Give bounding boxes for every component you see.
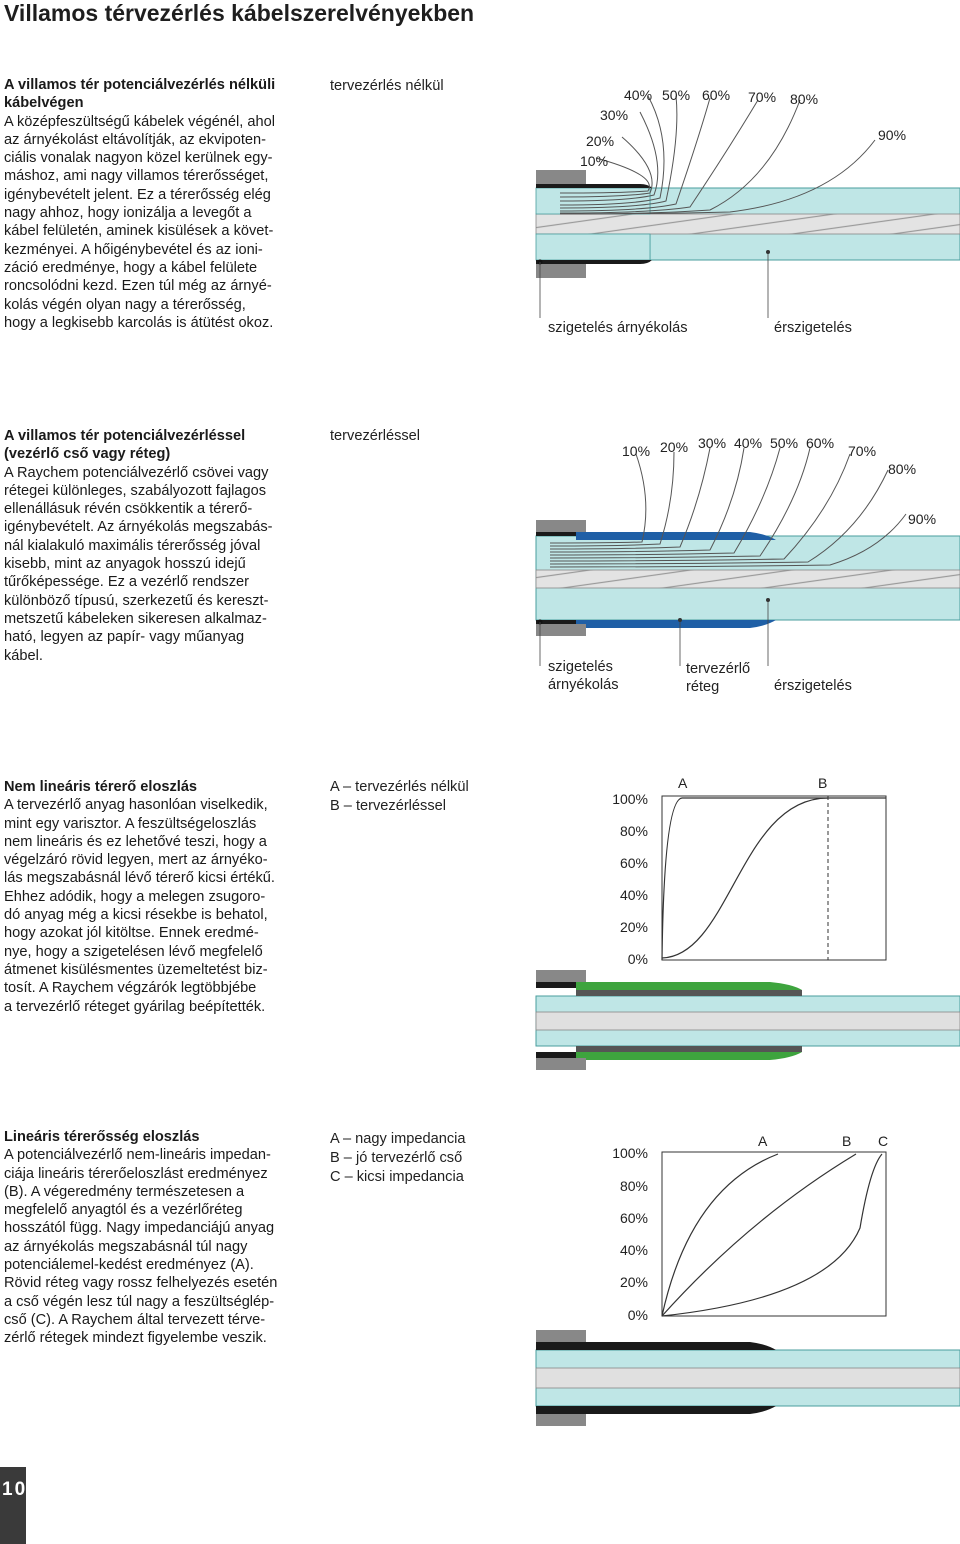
figure-1-diagram	[530, 80, 960, 350]
conductor	[536, 570, 960, 588]
y-tick-label: 40%	[619, 1242, 648, 1258]
section-2-body-line: ható, legyen az papír- vagy műanyag	[4, 629, 245, 646]
percent-label: 70%	[748, 89, 777, 105]
curve-a	[662, 798, 886, 960]
section-1-body-line: A középfeszültségű kábelek végénél, ahol	[4, 113, 275, 130]
series-label: B	[818, 775, 828, 791]
legend-item: B – jó tervezérlő cső	[330, 1150, 463, 1166]
y-tick-label: 80%	[619, 1178, 648, 1194]
section-3-body-line: hogy azokat jól kitöltse. Ennek eredmé-	[4, 925, 259, 942]
section-2-body-line: ellenállásuk révén csökkentik a térerő-	[4, 501, 253, 518]
figure-3-chart	[530, 770, 960, 1080]
y-tick-label: 100%	[612, 1145, 648, 1161]
y-tick-label: 0%	[627, 1307, 648, 1323]
section-3-body-line: nye, hogy a szigetelésen lévő megfelelő	[4, 943, 263, 960]
legend-item: B – tervezérléssel	[330, 798, 446, 814]
percent-label: 10%	[622, 443, 651, 459]
legend-item: C – kicsi impedancia	[330, 1169, 464, 1185]
y-tick-label: 80%	[619, 823, 648, 839]
series-label: B	[842, 1133, 852, 1149]
green-layer-bottom	[576, 1052, 802, 1060]
section-4-body-line: ciája lineáris térerőeloszlást eredményez	[4, 1165, 268, 1182]
section-1-body-line: máshoz, ami nagy villamos térerősséget,	[4, 168, 269, 185]
section-1-body-line: roncsolódni kezd. Ezen túl még az árnyé-	[4, 278, 272, 295]
section-3-legend	[330, 778, 469, 816]
percent-label: 80%	[790, 91, 819, 107]
y-tick-label: 100%	[612, 791, 648, 807]
y-tick-label: 40%	[619, 887, 648, 903]
section-4-body-line: a cső végén lesz túl nagy a feszültséglép-	[4, 1293, 275, 1310]
section-3-body-line: mint egy varisztor. A feszültségeloszlás	[4, 815, 257, 832]
shield-top	[576, 1342, 776, 1350]
section-2-body-line: különböző típusú, szerkezetű és kereszt-	[4, 592, 269, 609]
y-tick-label: 60%	[619, 1210, 648, 1226]
section-4-body-line: A potenciálvezérlő nem-lineáris impedan-	[4, 1147, 271, 1164]
section-4-body-line: hosszától függ. Nagy impedanciájú anyag	[4, 1220, 275, 1237]
page-number: 10	[2, 1479, 28, 1500]
section-2-body-line: kisebb, mint az anyagok hosszú idejű	[4, 556, 246, 573]
section-1-body-line: nagy ahhoz, hogy ionizálja a levegőt a	[4, 205, 252, 222]
label-insulation: érszigetelés	[774, 320, 852, 336]
section-3-body-line: nem lineáris és ez lehetővé teszi, hogy a	[4, 833, 267, 850]
section-4-body-line: cső (C). A Raychem által tervezett térve-	[4, 1311, 266, 1328]
label-line: árnyékolás	[548, 677, 619, 693]
section-1-body-line: az árnyékolást eltávolítják, az ekvipoten-	[4, 131, 267, 148]
percent-label: 80%	[888, 461, 917, 477]
series-label: A	[678, 775, 688, 791]
percent-label: 40%	[624, 87, 653, 103]
section-4-legend	[330, 1130, 466, 1187]
section-4-body-line: az árnyékolás megszabásnál túl nagy	[4, 1238, 248, 1255]
percent-label: 50%	[662, 87, 691, 103]
y-tick-label: 0%	[627, 951, 648, 967]
chart-frame	[662, 796, 886, 960]
section-2-body-line: tűrőképessége. Ez a vezérlő rendszer	[4, 574, 249, 591]
section-1-text	[4, 76, 314, 332]
section-4-body-line: (B). A végeredmény természetesen a	[4, 1183, 245, 1200]
section-2-text	[4, 427, 314, 665]
y-tick-label: 60%	[619, 855, 648, 871]
percent-label: 20%	[586, 133, 615, 149]
legend-item: A – nagy impedancia	[330, 1131, 466, 1147]
section-1-body-line: hogy a legkisebb karcolás is átütést okoz.	[4, 314, 274, 331]
y-tick-label: 20%	[619, 1274, 648, 1290]
section-4-body-line: Rövid réteg vagy rossz felhelyezés esetén	[4, 1275, 278, 1292]
curve-c	[662, 1154, 882, 1316]
page-title: Villamos térvezérlés kábelszerelvényekben	[4, 0, 475, 26]
legend-item: A – tervezérlés nélkül	[330, 779, 469, 795]
section-1-body-line: záció eredménye, hogy a kábel felülete	[4, 259, 258, 276]
curve-a	[662, 1154, 778, 1316]
section-3-text	[4, 778, 314, 1016]
figure-2-caption: tervezérléssel	[330, 428, 421, 444]
percent-label: 20%	[660, 439, 689, 455]
figure-1-caption: tervezérlés nélkül	[330, 78, 444, 94]
section-4-body-line: potenciálemel-kedést eredményez (A).	[4, 1257, 254, 1274]
section-2-heading-line: A villamos tér potenciálvezérléssel	[4, 428, 246, 444]
percent-label: 30%	[600, 107, 629, 123]
shield-top	[536, 532, 576, 536]
label-insulation: érszigetelés	[774, 678, 852, 694]
label-line: réteg	[686, 679, 720, 695]
outer-jacket	[536, 520, 586, 532]
section-3-heading: Nem lineáris térerő eloszlás	[4, 779, 198, 795]
section-2-heading-line: (vezérlő cső vagy réteg)	[4, 446, 171, 463]
section-2-body-line: nál kialakuló maximális térerősség jóval	[4, 537, 261, 554]
label-shield: szigetelés árnyékolás	[548, 320, 688, 336]
label-shield	[548, 658, 619, 694]
section-3-body-line: a tervezérlő réteget gyárilag beépítették.	[4, 998, 266, 1015]
conductor	[536, 1012, 960, 1030]
section-1-body-line: kábel felületén, aminek kisülések a követ-	[4, 223, 274, 240]
percent-label: 70%	[848, 443, 877, 459]
conductor	[536, 214, 960, 234]
section-4-body-line: zérlő rétegek mindezt figyelembe veszik.	[4, 1330, 267, 1347]
section-2-body-line: A Raychem potenciálvezérlő csövei vagy	[4, 464, 269, 481]
percent-label: 90%	[878, 127, 907, 143]
section-1-heading-line: kábelvégen	[4, 95, 84, 112]
section-3-body-line: lás megszabásnál lévő térerő kicsi értékű.	[4, 870, 275, 887]
percent-label: 60%	[806, 435, 835, 451]
section-2-body-line: metszetű kábeleken sikeresen alkalmaz-	[4, 610, 267, 627]
section-1-body-line: kezményei. A hőigénybevétel és az ioni-	[4, 241, 263, 258]
section-3-body-line: dó anyag még a kicsi résekbe is behatol,	[4, 907, 268, 924]
green-layer-top	[576, 982, 802, 990]
series-label: C	[878, 1133, 889, 1149]
series-label: A	[758, 1133, 768, 1149]
section-3-body-line: Ehhez adódik, hogy a melegen zsugoro-	[4, 888, 266, 905]
percent-label: 10%	[580, 153, 609, 169]
section-3-body-line: átmenet kisülésmentes üzemeltetést biz-	[4, 961, 268, 978]
shield-bottom	[536, 260, 652, 264]
label-line: szigetelés	[548, 659, 613, 675]
section-1-body-line: igénybevételt jelent. Ez a térerősség elég	[4, 186, 271, 203]
section-1-heading-line: A villamos tér potenciálvezérlés nélküli	[4, 77, 276, 93]
figure-4-chart	[530, 1128, 960, 1438]
curve-b	[662, 798, 828, 958]
section-2-body-line: kábel.	[4, 647, 43, 664]
shield-bottom	[576, 1406, 776, 1414]
section-1-body-line: ciális vonalak nagyon közel kerülnek egy-	[4, 150, 273, 167]
section-2-body-line: igénybevételt. Az árnyékolás megszabás-	[4, 519, 273, 536]
figure-2-diagram	[530, 430, 960, 680]
section-1-body-line: kolás végén olyan nagy a térerősség,	[4, 296, 246, 313]
label-line: tervezérlő	[686, 661, 751, 677]
section-3-body-line: A tervezérlő anyag hasonlóan viselkedik,	[4, 797, 268, 814]
section-4-heading: Lineáris térerősség eloszlás	[4, 1129, 200, 1145]
stress-tube-top	[576, 532, 776, 540]
label-stress-layer	[686, 660, 750, 696]
conductor	[536, 1368, 960, 1388]
y-tick-label: 20%	[619, 919, 648, 935]
section-4-text	[4, 1128, 314, 1348]
section-2-body-line: rétegei különleges, szabályozott fajlagos	[4, 482, 267, 499]
shield-top	[536, 184, 652, 188]
outer-jacket	[536, 170, 586, 184]
section-4-body-line: megfelelő anyagtól és a vezérlőréteg	[4, 1202, 243, 1219]
chart-frame	[662, 1152, 886, 1316]
percent-label: 40%	[734, 435, 763, 451]
section-3-body-line: végelzáró rövid legyen, mert az árnyéko-	[4, 852, 268, 869]
percent-label: 60%	[702, 87, 731, 103]
percent-label: 30%	[698, 435, 727, 451]
percent-label: 90%	[908, 511, 937, 527]
percent-label: 50%	[770, 435, 799, 451]
stress-tube-bottom	[576, 620, 776, 628]
section-3-body-line: tosít. A Raychem végzárók legtöbbjébe	[4, 980, 257, 997]
